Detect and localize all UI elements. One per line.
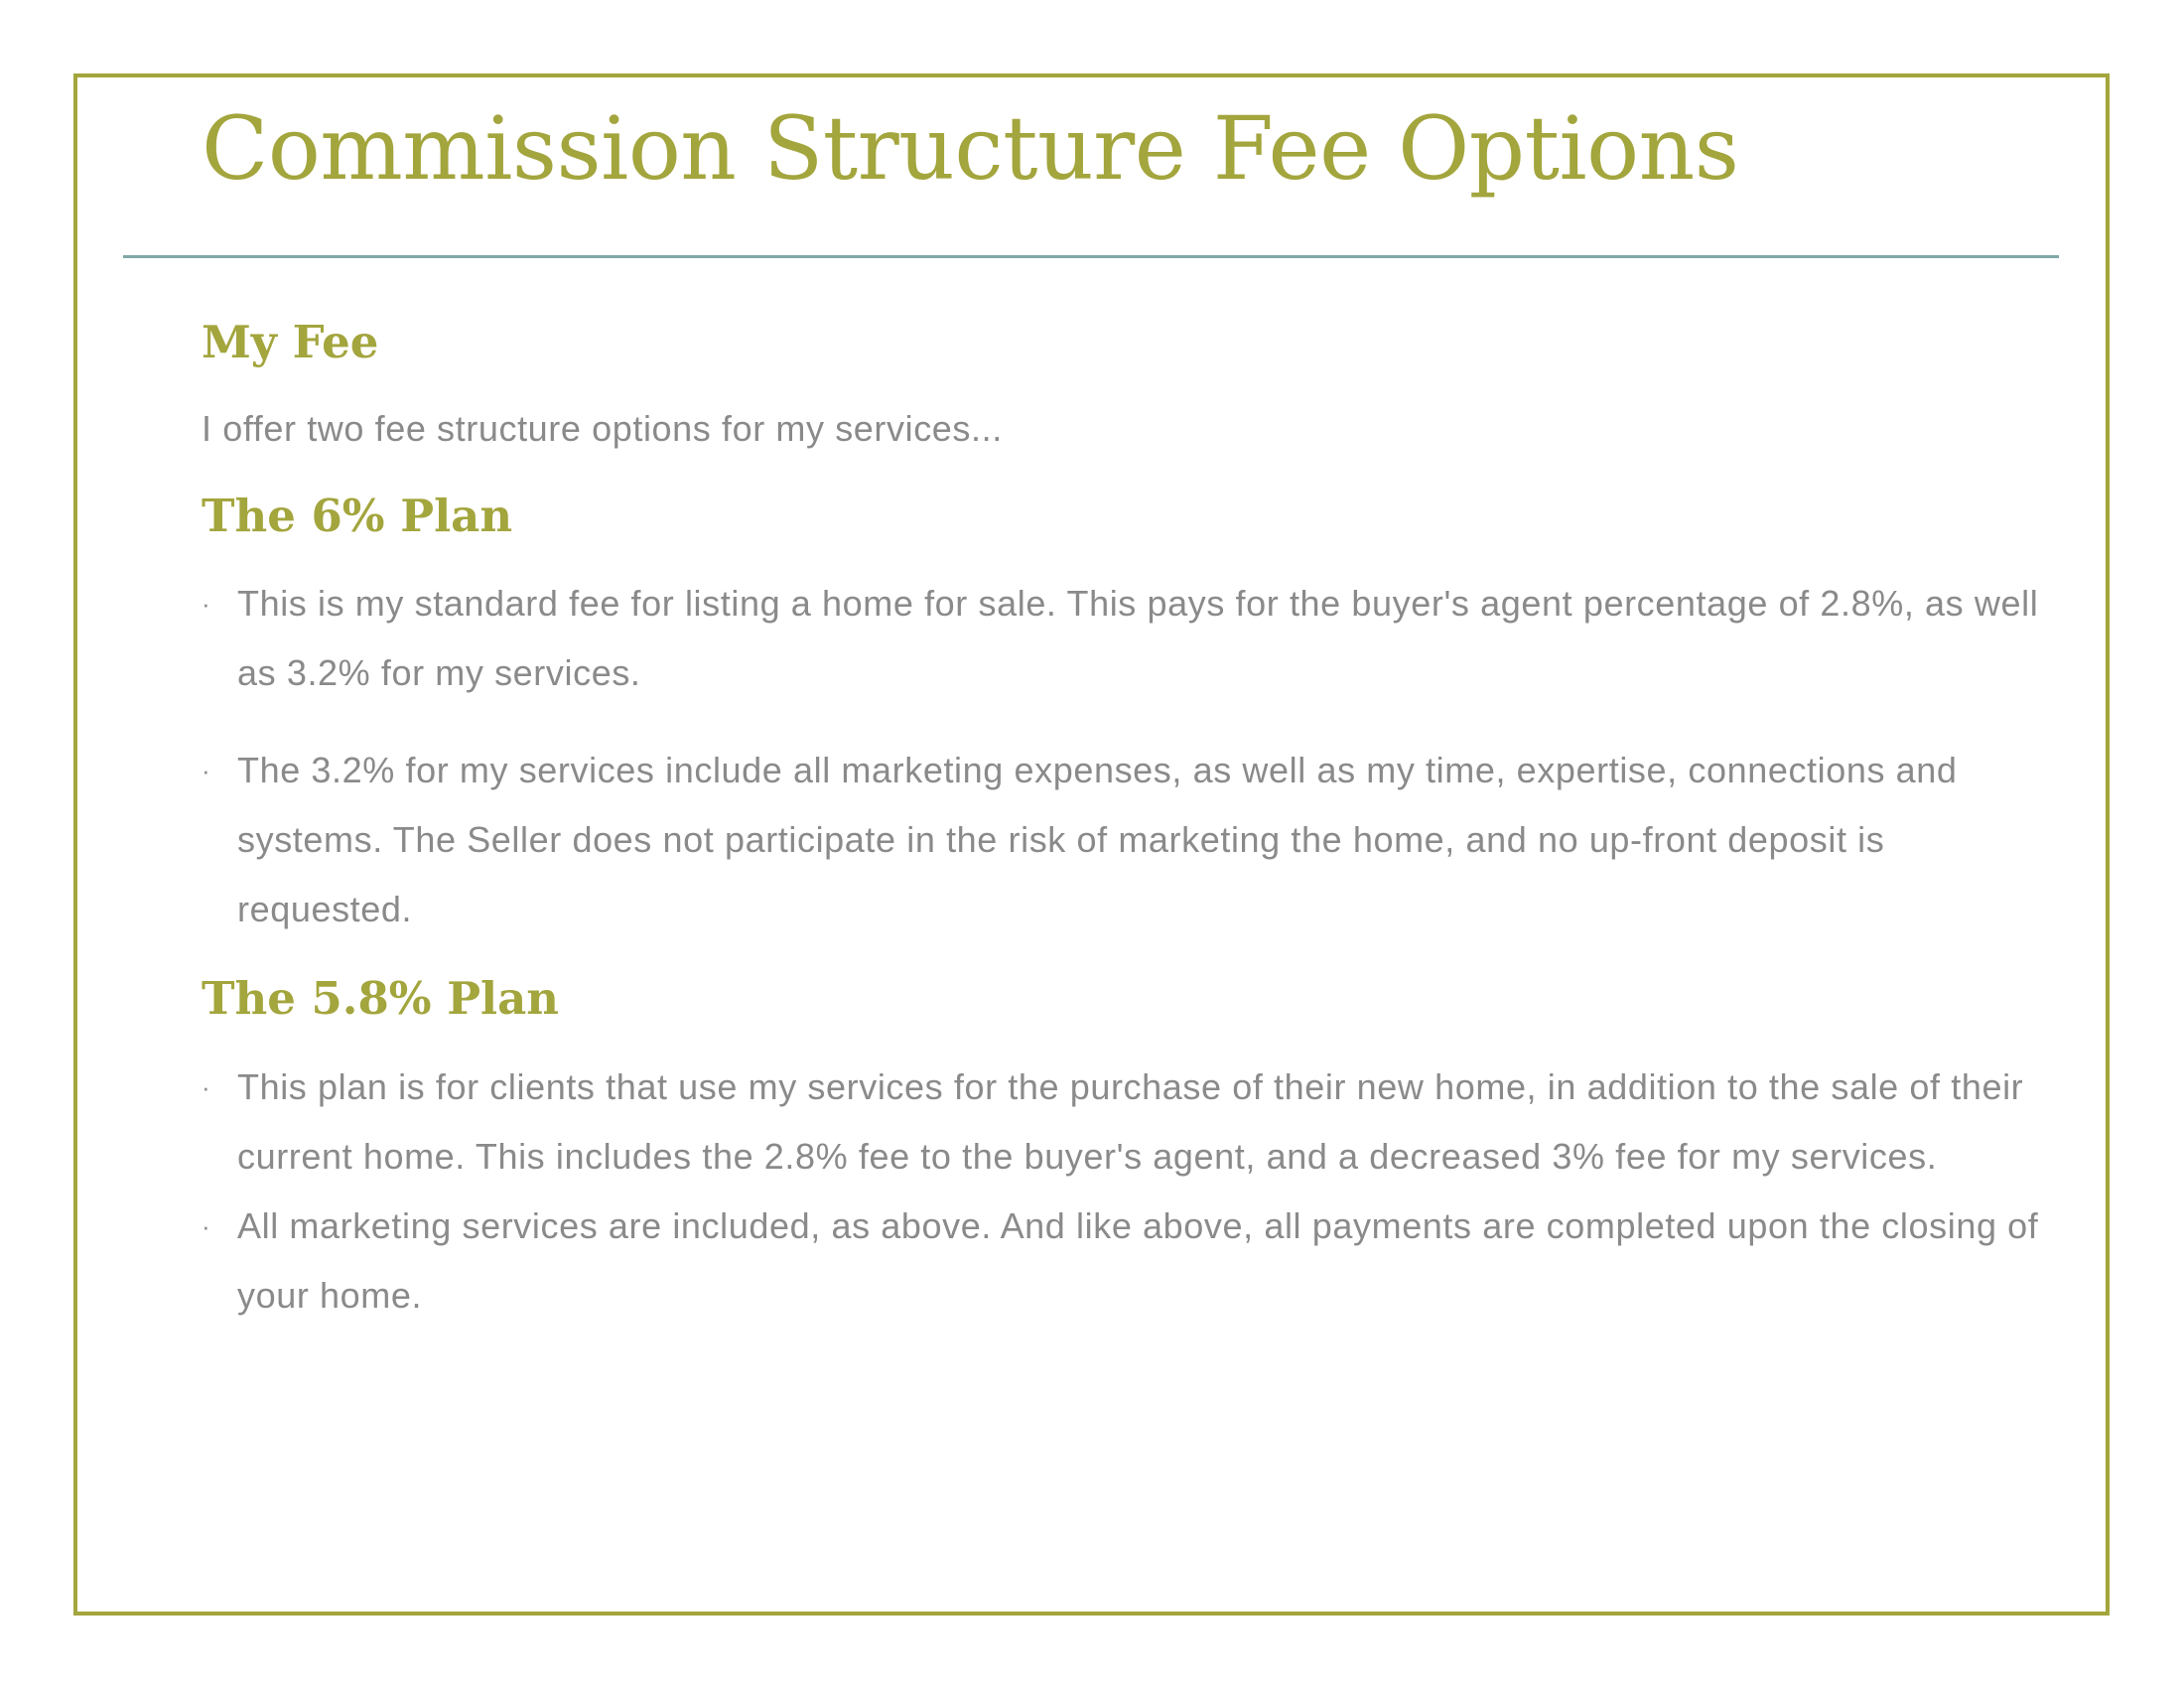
list-item	[202, 569, 2058, 708]
list-item	[202, 736, 2058, 944]
list-item	[202, 1053, 2058, 1192]
section-heading-my-fee: My Fee	[202, 316, 379, 368]
intro-paragraph: I offer two fee structure options for my services...	[202, 407, 1003, 449]
section-heading-6-percent-plan: The 6% Plan	[202, 489, 513, 542]
bullet-marker: ·	[202, 1210, 210, 1241]
five-eight-percent-plan-list	[202, 1053, 2058, 1331]
list-item-text: All marketing services are included, as above. And like above, all payments are completed upon the closing of your home.	[237, 1204, 2039, 1316]
list-item-text: This plan is for clients that use my services for the purchase of their new home, in addition to the sale of their current home. This includes the 2.8% fee to the buyer's agent, and a decreased 3% fee for my services.	[237, 1065, 2024, 1177]
title-divider	[123, 255, 2059, 258]
bullet-marker: ·	[202, 589, 210, 619]
page-content	[202, 314, 2058, 1331]
list-item-text: This is my standard fee for listing a home for sale. This pays for the buyer's agent percentage of 2.8%, as well as 3.2% for my services.	[237, 583, 2039, 693]
section-heading-5-8-percent-plan: The 5.8% Plan	[202, 972, 560, 1025]
six-percent-plan-list	[202, 569, 2058, 944]
list-item	[202, 1192, 2058, 1331]
list-item-text: The 3.2% for my services include all marketing expenses, as well as my time, expertise, connections and systems. The Seller does not participate in the risk of marketing the home, and no up-front deposit is requested.	[237, 750, 1958, 929]
bullet-marker: ·	[202, 756, 210, 785]
page-title: Commission Structure Fee Options	[202, 97, 1739, 200]
bullet-marker: ·	[202, 1071, 210, 1102]
